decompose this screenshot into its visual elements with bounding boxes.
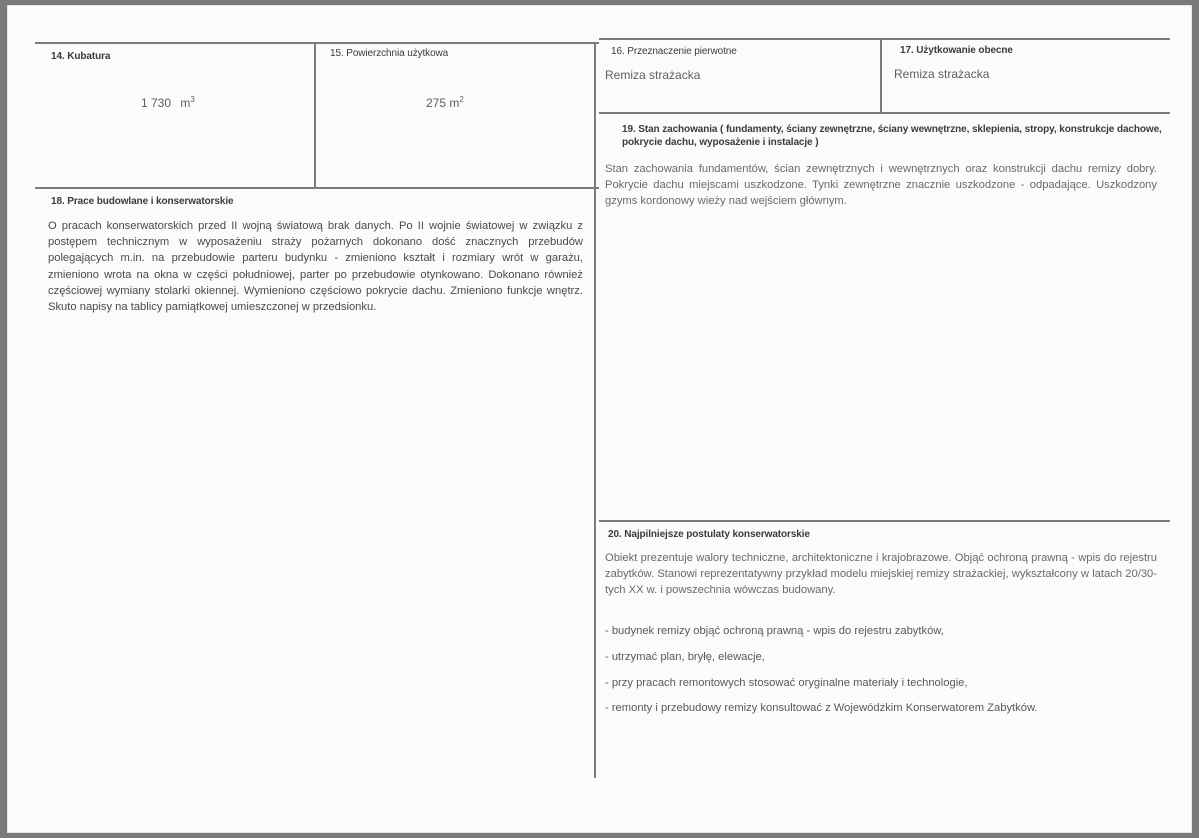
field-20-bullet-4: - remonty i przebudowy remizy konsultować z Wojewódzkim Konserwatorem Zabytków.	[605, 702, 1038, 714]
field-15-exponent: 2	[459, 95, 464, 104]
field-19-label: 19. Stan zachowania ( fundamenty, ściany zewnętrzne, ściany wewnętrzne, sklepienia, stropy, konstrukcje dachowe, pokrycie dachu, wyposażenie i instalacje )	[622, 124, 1162, 148]
divider-14-15	[314, 42, 316, 188]
divider-left-right	[594, 42, 596, 778]
field-15-unit: m	[449, 96, 460, 110]
field-20-bullet-1: - budynek remizy objąć ochroną prawną - wpis do rejestru zabytków,	[605, 625, 944, 637]
field-18-text: O pracach konserwatorskich przed II wojną światową brak danych. Po II wojnie światowej w związku z postępem technicznym w wyposażeniu straży pożarnych dokonano dość znacznych przebudów polegających m.in. na przebudowie parteru budynku - zmieniono kształt i rozmiary wrót w garażu, zmieniono wrota na okna w części południowej, parter po przebudowie otynkowano. Dokonano również częściowej wymiany stolarki okiennej. Wymieniono częściowo pokrycie dachu. Zmieniono funkcje wnętrz. Skuto napisy na tablicy pamiątkowej umieszczonej w przedsionku.	[48, 220, 583, 314]
divider-14-15-bottom	[35, 187, 599, 189]
field-15-value	[426, 95, 464, 110]
top-border-left	[35, 42, 599, 44]
field-14-unit: m	[180, 96, 191, 110]
field-19-text: Stan zachowania fundamentów, ścian zewnętrznych i wewnętrznych oraz konstrukcji dachu remizy dobry. Pokrycie dachu miejscami uszkodzone. Tynki zewnętrzne znacznie uszkodzone - odpadające. Uszkodzony gzyms kordonowy wieży nad wejściem głównym.	[605, 163, 1157, 208]
divider-19-20	[599, 520, 1170, 522]
field-16-value: Remiza strażacka	[605, 68, 701, 82]
field-16-label: 16. Przeznaczenie pierwotne	[611, 46, 737, 57]
record-card-sheet	[8, 6, 1191, 832]
field-20-bullet-3: - przy pracach remontowych stosować oryginalne materiały i technologie,	[605, 677, 968, 689]
field-14-value	[141, 95, 195, 110]
field-15-number: 275	[426, 96, 447, 110]
field-18-label: 18. Prace budowlane i konserwatorskie	[51, 196, 234, 207]
field-14-number: 1 730	[141, 96, 172, 110]
divider-16-17-bottom	[599, 112, 1170, 114]
field-15-label: 15. Powierzchnia użytkowa	[330, 48, 449, 59]
field-17-value: Remiza strażacka	[894, 67, 990, 81]
field-20-label: 20. Najpilniejsze postulaty konserwatorskie	[608, 529, 810, 540]
field-20-text: Obiekt prezentuje walory techniczne, architektoniczne i krajobrazowe. Objąć ochroną prawną - wpis do rejestru zabytków. Stanowi reprezentatywny przykład modelu miejskiej remizy strażackiej, wykształcony w latach 20/30-tych XX w. i powszechnia wówczas budowany.	[605, 552, 1157, 597]
top-border-right	[599, 38, 1170, 40]
field-17-label: 17. Użytkowanie obecne	[900, 45, 1013, 56]
field-14-label: 14. Kubatura	[51, 51, 111, 62]
field-20-bullet-2: - utrzymać plan, bryłę, elewacje,	[605, 651, 765, 663]
divider-16-17	[880, 38, 882, 113]
field-14-exponent: 3	[190, 95, 195, 104]
